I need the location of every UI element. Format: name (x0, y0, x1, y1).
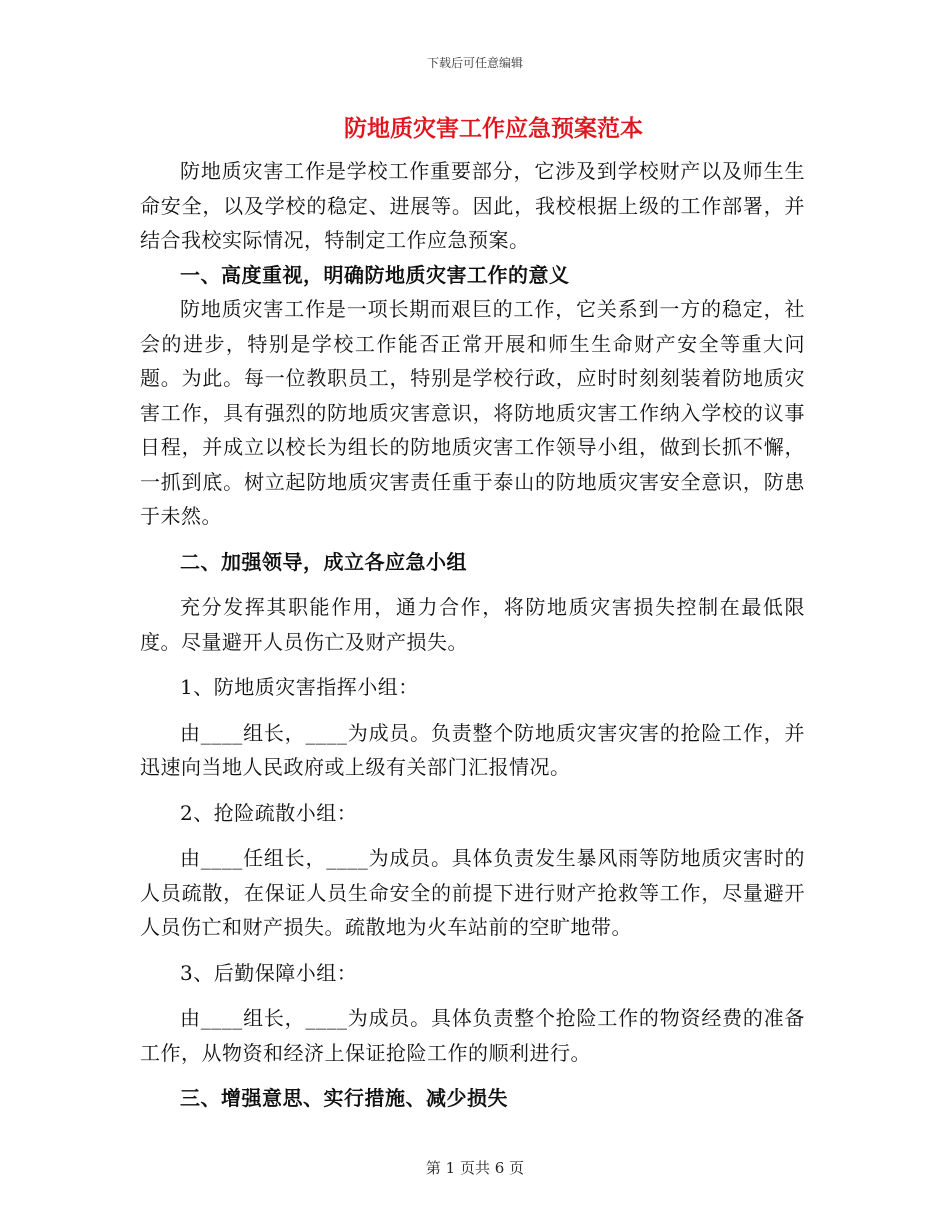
group-2-label: 2、抢险疏散小组： (180, 800, 358, 825)
document-title: 防地质灾害工作应急预案范本 (344, 115, 643, 142)
document-body (140, 112, 805, 1116)
group-2-paragraph: 由____任组长，____为成员。具体负责发生暴风雨等防地质灾害时的人员疏散，在保证人员生命安全的前提下进行财产抢救等工作，尽量避开人员伤亡和财产损失。疏散地为火车站前的空旷地带。 (140, 846, 805, 939)
page-footer-number: 第 1 页共 6 页 (425, 1159, 525, 1177)
group-1-label: 1、防地质灾害指挥小组： (180, 675, 419, 699)
group-3-paragraph: 由____组长，____为成员。具体负责整个抢险工作的物资经费的准备工作，从物资和经济上保证抢险工作的顺利进行。 (140, 1006, 805, 1065)
group-1-paragraph: 由____组长，____为成员。负责整个防地质灾害灾害的抢险工作，并迅速向当地人民政府或上级有关部门汇报情况。 (140, 720, 805, 779)
group-3-label: 3、后勤保障小组： (180, 960, 358, 985)
section-2-paragraph: 充分发挥其职能作用，通力合作，将防地质灾害损失控制在最低限度。尽量避开人员伤亡及财产损失。 (140, 595, 805, 654)
page-header-note: 下载后可任意编辑 (426, 56, 523, 70)
section-heading-2: 二、加强领导，成立各应急小组 (180, 549, 467, 574)
section-1-paragraph: 防地质灾害工作是一项长期而艰巨的工作，它关系到一方的稳定，社会的进步，特别是学校工作能否正常开展和师生生命财产安全等重大问题。为此。每一位教职员工，特别是学校行政，应时时刻刻装着防地质灾害工作，具有强烈的防地质灾害意识，将防地质灾害工作纳入学校的议事日程，并成立以校长为组长的防地质灾害工作领导小组，做到长抓不懈，一抓到底。树立起防地质灾害责任重于泰山的防地质灾害安全意识，防患于未然。 (140, 297, 805, 528)
section-heading-1: 一、高度重视，明确防地质灾害工作的意义 (180, 262, 570, 287)
section-heading-3: 三、增强意思、实行措施、减少损失 (180, 1086, 508, 1110)
intro-paragraph: 防地质灾害工作是学校工作重要部分，它涉及到学校财产以及师生生命安全，以及学校的稳定、进展等。因此，我校根据上级的工作部署，并结合我校实际情况，特制定工作应急预案。 (140, 159, 805, 252)
